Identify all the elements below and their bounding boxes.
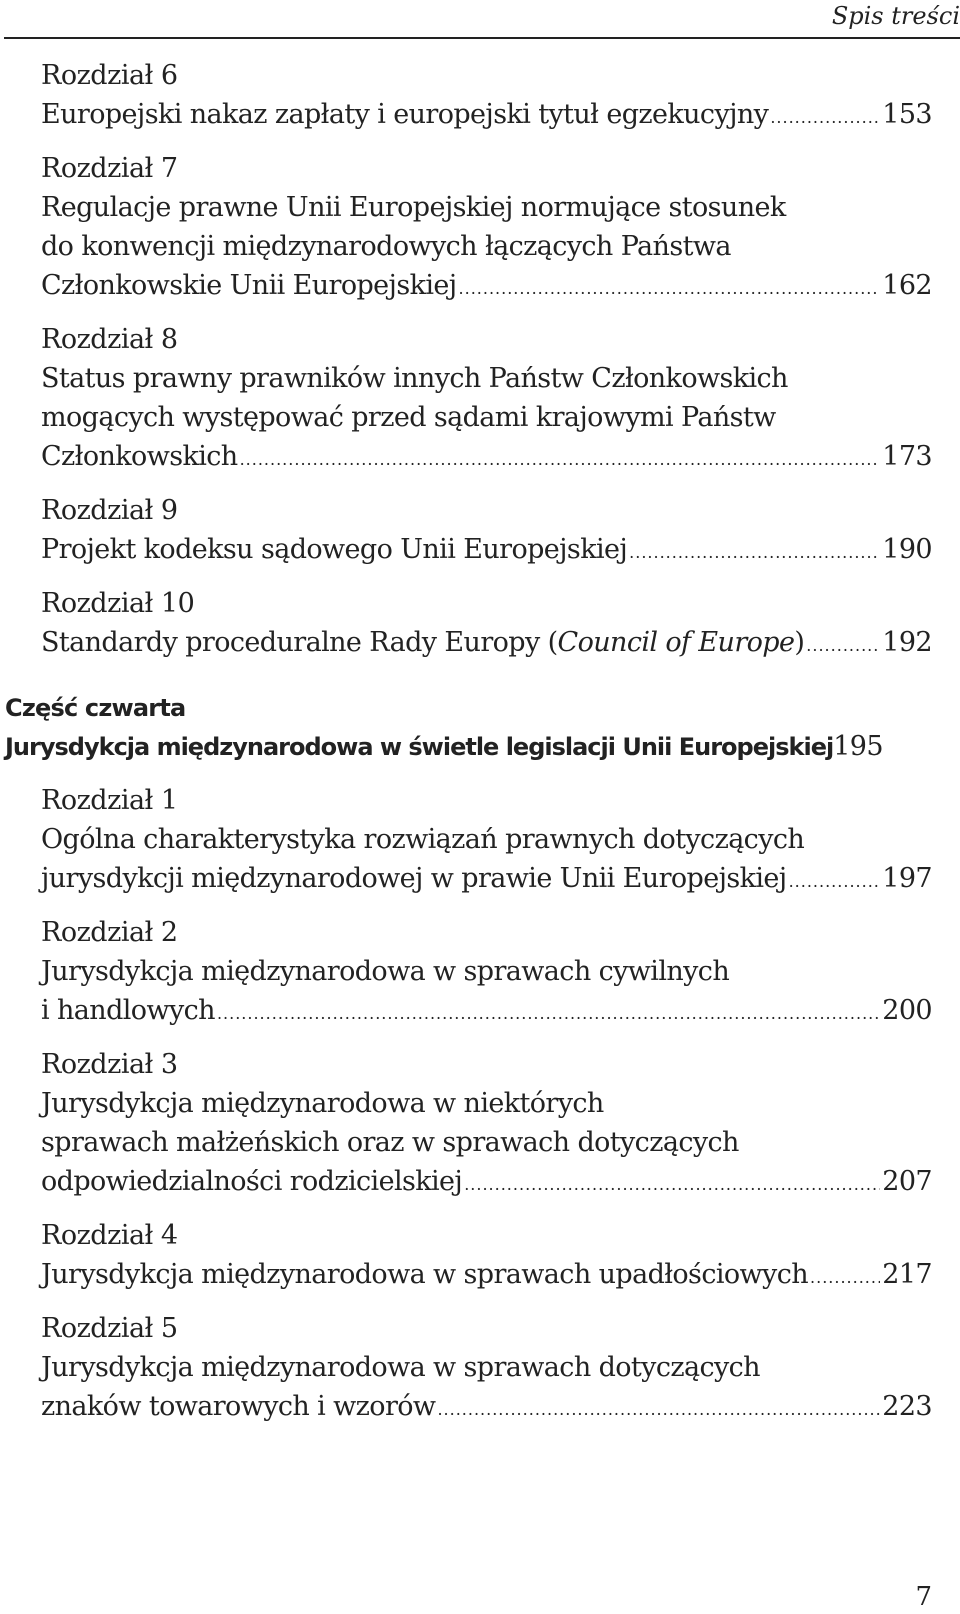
chapter-title-final-line — [41, 1255, 932, 1297]
chapter-title-final-line — [41, 437, 932, 479]
toc-entry-rozdzial-9[interactable] — [0, 491, 960, 572]
chapter-title-text: jurysdykcji międzynarodowej w prawie Unii Europejskiej — [41, 863, 787, 894]
chapter-title-italic: Council of Europe — [557, 627, 795, 658]
page-number: 200 — [882, 995, 932, 1026]
chapter-title-line: mogących występować przed sądami krajowymi Państw — [41, 402, 776, 433]
chapter-title-line: Status prawny prawników innych Państw Członkowskich — [41, 363, 788, 394]
toc-entry-rozdzial-6[interactable] — [0, 56, 960, 137]
chapter-title-final-line — [41, 530, 932, 572]
chapter-title-final-line — [41, 95, 932, 137]
chapter-title-text: odpowiedzialności rodzicielskiej — [41, 1166, 463, 1197]
chapter-title-final-line — [41, 1387, 932, 1429]
chapter-label: Rozdział 3 — [41, 1049, 178, 1080]
dot-leader — [217, 994, 880, 1033]
toc-entry-rozdzial-7[interactable] — [0, 149, 960, 308]
chapter-title-final-line — [41, 623, 932, 665]
chapter-label: Rozdział 2 — [41, 917, 178, 948]
part-label: Część czwarta — [5, 694, 186, 722]
toc-entry-rozdzial-4[interactable] — [0, 1216, 960, 1297]
dot-leader — [770, 98, 880, 137]
folio-page-number: 7 — [915, 1582, 932, 1612]
dot-leader — [459, 269, 881, 308]
chapter-title-line: Jurysdykcja międzynarodowa w sprawach dotyczących — [41, 1352, 760, 1383]
page-number: 192 — [882, 627, 932, 658]
page-number: 207 — [882, 1166, 932, 1197]
chapter-label: Rozdział 6 — [41, 60, 178, 91]
chapter-title-text: Projekt kodeksu sądowego Unii Europejskiej — [41, 534, 628, 565]
chapter-title-line: Regulacje prawne Unii Europejskiej normujące stosunek — [41, 192, 786, 223]
chapter-title-final-line — [41, 266, 932, 308]
chapter-title-line: do konwencji międzynarodowych łączących Państwa — [41, 231, 731, 262]
page-number: 197 — [882, 863, 932, 894]
chapter-title-text: Członkowskie Unii Europejskiej — [41, 270, 457, 301]
page-number: 153 — [882, 99, 932, 130]
chapter-title-text: Członkowskich — [41, 441, 238, 472]
toc-part-czwarta[interactable] — [0, 689, 960, 767]
table-of-contents — [0, 56, 960, 1441]
chapter-title-text: i handlowych — [41, 995, 215, 1026]
toc-entry-rozdzial-8[interactable] — [0, 320, 960, 479]
chapter-label: Rozdział 4 — [41, 1220, 178, 1251]
page-number: 195 — [833, 731, 883, 762]
page-number: 173 — [882, 441, 932, 472]
chapter-title-final-line — [41, 1162, 932, 1204]
chapter-label: Rozdział 9 — [41, 495, 178, 526]
chapter-title-line: Jurysdykcja międzynarodowa w sprawach cywilnych — [41, 956, 730, 987]
toc-entry-rozdzial-1[interactable] — [0, 781, 960, 901]
chapter-title-line: Ogólna charakterystyka rozwiązań prawnych dotyczących — [41, 824, 805, 855]
chapter-label: Rozdział 8 — [41, 324, 178, 355]
page-number: 190 — [882, 534, 932, 565]
chapter-title-prefix: Standardy proceduralne Rady Europy ( — [41, 627, 558, 658]
dot-leader — [464, 1165, 880, 1204]
toc-entry-rozdzial-2[interactable] — [0, 913, 960, 1033]
chapter-title-text — [41, 623, 804, 662]
chapter-label: Rozdział 1 — [41, 785, 178, 816]
page-number: 162 — [882, 270, 932, 301]
dot-leader — [629, 533, 880, 572]
part-title-row — [5, 727, 932, 767]
dot-leader — [437, 1390, 880, 1429]
chapter-label: Rozdział 10 — [41, 588, 195, 619]
dot-leader — [806, 626, 880, 665]
toc-entry-rozdzial-10[interactable] — [0, 584, 960, 665]
chapter-title-text: Jurysdykcja międzynarodowa w sprawach upadłościowych — [41, 1259, 809, 1290]
dot-leader — [810, 1258, 880, 1297]
chapter-title-line: sprawach małżeńskich oraz w sprawach dotyczących — [41, 1127, 739, 1158]
header-rule — [4, 37, 960, 39]
chapter-label: Rozdział 5 — [41, 1313, 178, 1344]
chapter-title-final-line — [41, 991, 932, 1033]
page-number: 217 — [882, 1259, 932, 1290]
part-title: Jurysdykcja międzynarodowa w świetle legislacji Unii Europejskiej — [5, 733, 834, 761]
chapter-title-final-line — [41, 859, 932, 901]
dot-leader — [789, 862, 881, 901]
running-header: Spis treści — [831, 2, 960, 30]
toc-entry-rozdzial-3[interactable] — [0, 1045, 960, 1204]
chapter-title-text: Europejski nakaz zapłaty i europejski tytuł egzekucyjny — [41, 99, 769, 130]
dot-leader — [240, 440, 881, 479]
chapter-label: Rozdział 7 — [41, 153, 178, 184]
page-number: 223 — [882, 1391, 932, 1422]
chapter-title-suffix: ) — [794, 627, 805, 658]
chapter-title-text: znaków towarowych i wzorów — [41, 1391, 436, 1422]
toc-entry-rozdzial-5[interactable] — [0, 1309, 960, 1429]
chapter-title-line: Jurysdykcja międzynarodowa w niektórych — [41, 1088, 604, 1119]
